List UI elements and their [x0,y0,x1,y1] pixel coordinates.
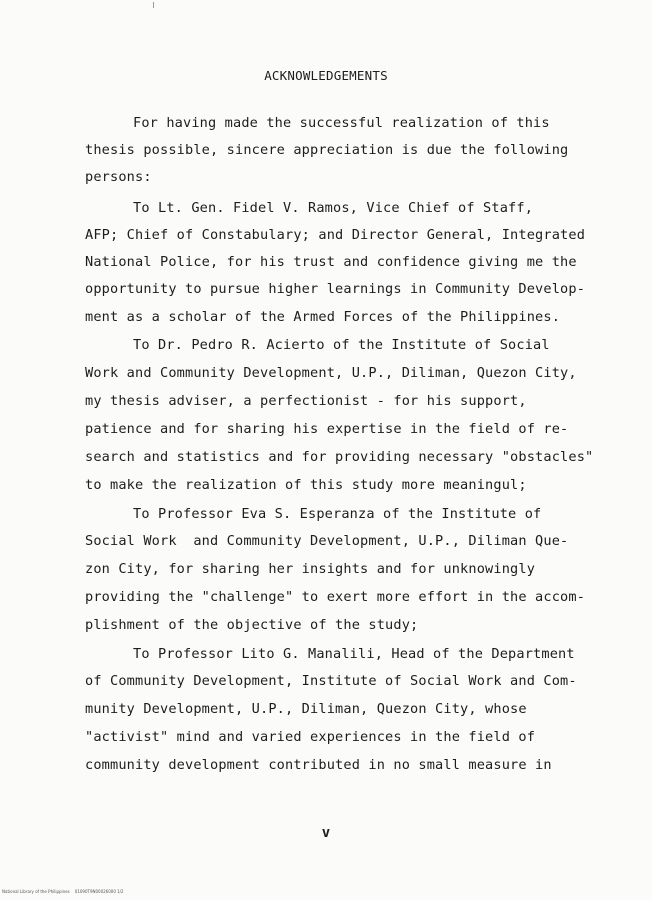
text-line: of Community Development, Institute of Social Work and Com- [85,673,577,689]
scan-footer: National Library of the Philippines 01090T9N00026000 1/2 [2,889,124,894]
text-line: "activist" mind and varied experiences in the field of [85,729,536,745]
text-line: patience and for sharing his expertise in the field of re- [85,421,569,437]
text-line: munity Development, U.P., Diliman, Quezon City, whose [85,701,527,717]
text-line: my thesis adviser, a perfectionist - for his support, [85,393,527,409]
text-line: AFP; Chief of Constabulary; and Director General, Integrated [85,227,586,243]
text-line: To Dr. Pedro R. Acierto of the Institute of Social [133,337,550,353]
text-line: to make the realization of this study more meaningul; [85,477,527,493]
text-line: thesis possible, sincere appreciation is due the following [85,142,569,158]
text-line: providing the "challenge" to exert more effort in the accom- [85,589,586,605]
text-line: National Police, for his trust and confidence giving me the [85,254,577,270]
text-line: For having made the successful realization of this [133,115,550,131]
text-line: community development contributed in no small measure in [85,757,552,773]
text-line: zon City, for sharing her insights and for unknowingly [85,561,536,577]
text-line: To Lt. Gen. Fidel V. Ramos, Vice Chief of Staff, [133,200,534,216]
text-line: Work and Community Development, U.P., Diliman, Quezon City, [85,365,577,381]
text-line: To Professor Eva S. Esperanza of the Institute of [133,506,542,522]
text-line: search and statistics and for providing necessary "obstacles" [85,449,594,465]
text-line: To Professor Lito G. Manalili, Head of the Department [133,646,575,662]
page-title: ACKNOWLEDGEMENTS [264,68,388,83]
text-line: Social Work and Community Development, U.P., Diliman Que- [85,533,569,549]
scan-mark [153,2,154,8]
page-number: v [321,825,331,841]
text-line: opportunity to pursue higher learnings in Community Develop- [85,281,586,297]
text-line: persons: [85,169,152,185]
text-line: ment as a scholar of the Armed Forces of the Philippines. [85,309,561,325]
text-line: plishment of the objective of the study; [85,617,419,633]
